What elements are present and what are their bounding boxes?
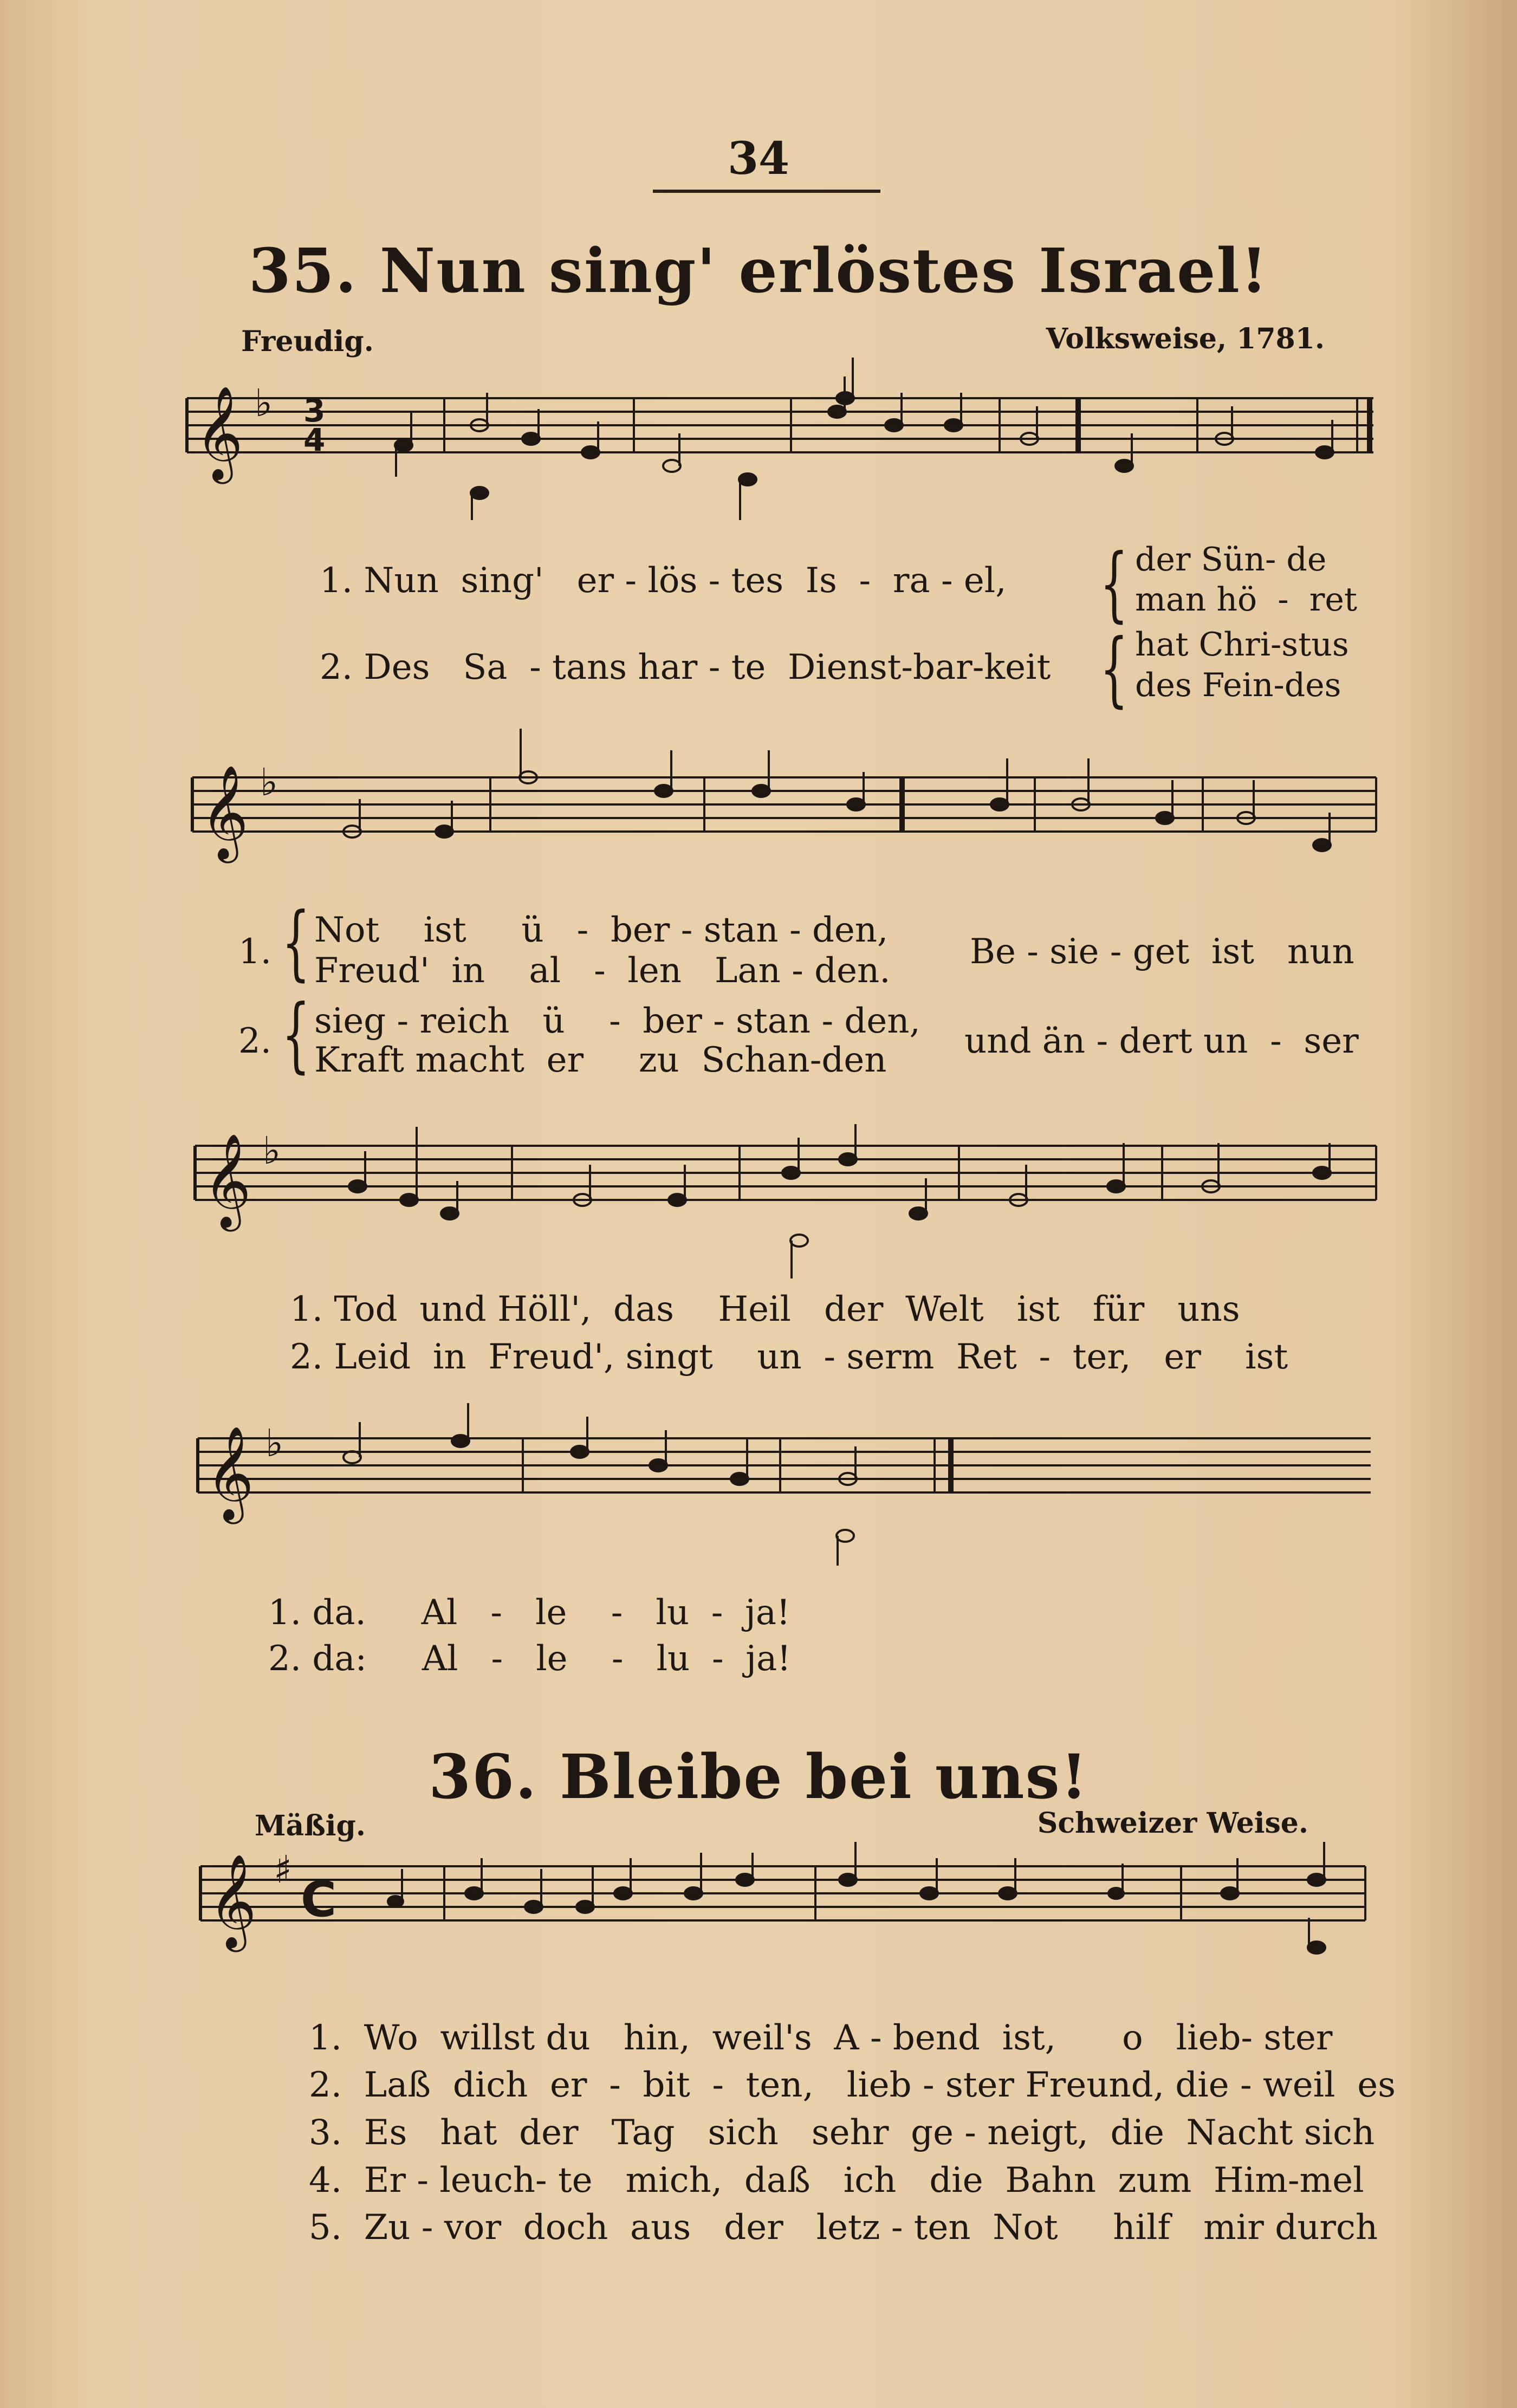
hymn-36-verse-4: 4. Er - leuch- te mich, daß ich die Bahn zum Him-mel [309, 2160, 1364, 2201]
verse-number: 2. [238, 1021, 272, 1061]
treble-clef-icon: 𝄞 [200, 765, 249, 859]
hymn-35-sys1-verse-2-alt-a: hat Chri-stus [1135, 626, 1349, 664]
staff-system-1 [187, 398, 1373, 452]
hymn-36-verse-3: 3. Es hat der Tag sich sehr ge - neigt, die Nacht sich [309, 2113, 1375, 2153]
flat-icon: ♭ [263, 1128, 281, 1173]
hymn-35-sys2-verse-1-tail: Be - sie - get ist nun [970, 932, 1354, 972]
brace: { [282, 988, 310, 1082]
brace: { [282, 895, 310, 990]
time-signature: 4 [303, 421, 326, 458]
hymn-36-title: 36. Bleibe bei uns! [429, 1742, 1088, 1813]
hymn-35-sys2-verse-1-b: Freud' in al - len Lan - den. [314, 951, 891, 991]
hymn-35-sys1-verse-2-alt-b: des Fein-des [1135, 666, 1341, 704]
hymn-35-source: Volksweise, 1781. [1046, 322, 1325, 355]
hymn-35-sys3-verse-1: 1. Tod und Höll', das Heil der Welt ist für uns [290, 1289, 1240, 1329]
verse-number: 1. [238, 932, 272, 972]
brace: { [1100, 622, 1129, 716]
hymn-35-tempo: Freudig. [241, 325, 374, 358]
hymn-35-sys4-verse-2: 2. da: Al - le - lu - ja! [268, 1639, 791, 1679]
sharp-icon: ♯ [274, 1847, 292, 1892]
page-number: 34 [727, 133, 790, 185]
hymn-35-sys2-verse-1-a: Not ist ü - ber - stan - den, [314, 910, 889, 950]
staff-system-5 [200, 1866, 1365, 1920]
treble-clef-icon: 𝄞 [209, 1854, 257, 1948]
hymn-35-sys1-verse-1-alt-b: man hö - ret [1135, 581, 1358, 619]
hymn-35-sys2-verse-2-a: sieg - reich ü - ber - stan - den, [314, 1001, 920, 1041]
time-signature: 3 [303, 392, 326, 429]
brace: { [1100, 537, 1129, 631]
hymn-36-verse-2: 2. Laß dich er - bit - ten, lieb - ster Freund, die - weil es [309, 2065, 1396, 2105]
hymn-35-sys1-verse-2: 2. Des Sa - tans har - te Dienst-bar-keit [320, 647, 1051, 687]
hymn-36-tempo: Mäßig. [255, 1809, 366, 1842]
hymn-35-sys1-verse-1: 1. Nun sing' er - lös - tes Is - ra - el, [320, 561, 1007, 601]
flat-icon: ♭ [255, 381, 273, 425]
treble-clef-icon: 𝄞 [203, 1133, 251, 1228]
hymn-35-sys4-verse-1: 1. da. Al - le - lu - ja! [268, 1593, 790, 1633]
hymn-35-sys2-verse-2-b: Kraft macht er zu Schan-den [314, 1040, 887, 1080]
flat-icon: ♭ [265, 1421, 284, 1465]
hymn-35-title: 35. Nun sing' erlöstes Israel! [248, 236, 1269, 307]
staff-system-4 [198, 1438, 1371, 1492]
flat-icon: ♭ [260, 760, 278, 804]
hymn-36-verse-5: 5. Zu - vor doch aus der letz - ten Not hilf mir durch [309, 2208, 1378, 2248]
hymn-35-sys1-verse-1-alt-a: der Sün- de [1135, 541, 1327, 579]
hymn-35-sys2-verse-2-tail: und än - dert un - ser [964, 1021, 1359, 1061]
hymn-35-sys3-verse-2: 2. Leid in Freud', singt un - serm Ret - ter, er ist [290, 1337, 1288, 1377]
staff-system-2 [192, 777, 1376, 832]
common-time-icon: C [301, 1871, 337, 1928]
hymn-36-source: Schweizer Weise. [1037, 1807, 1308, 1840]
treble-clef-icon: 𝄞 [206, 1426, 254, 1520]
hymn-36-verse-1: 1. Wo willst du hin, weil's A - bend ist, o lieb- ster [309, 2018, 1333, 2058]
treble-clef-icon: 𝄞 [195, 386, 243, 480]
